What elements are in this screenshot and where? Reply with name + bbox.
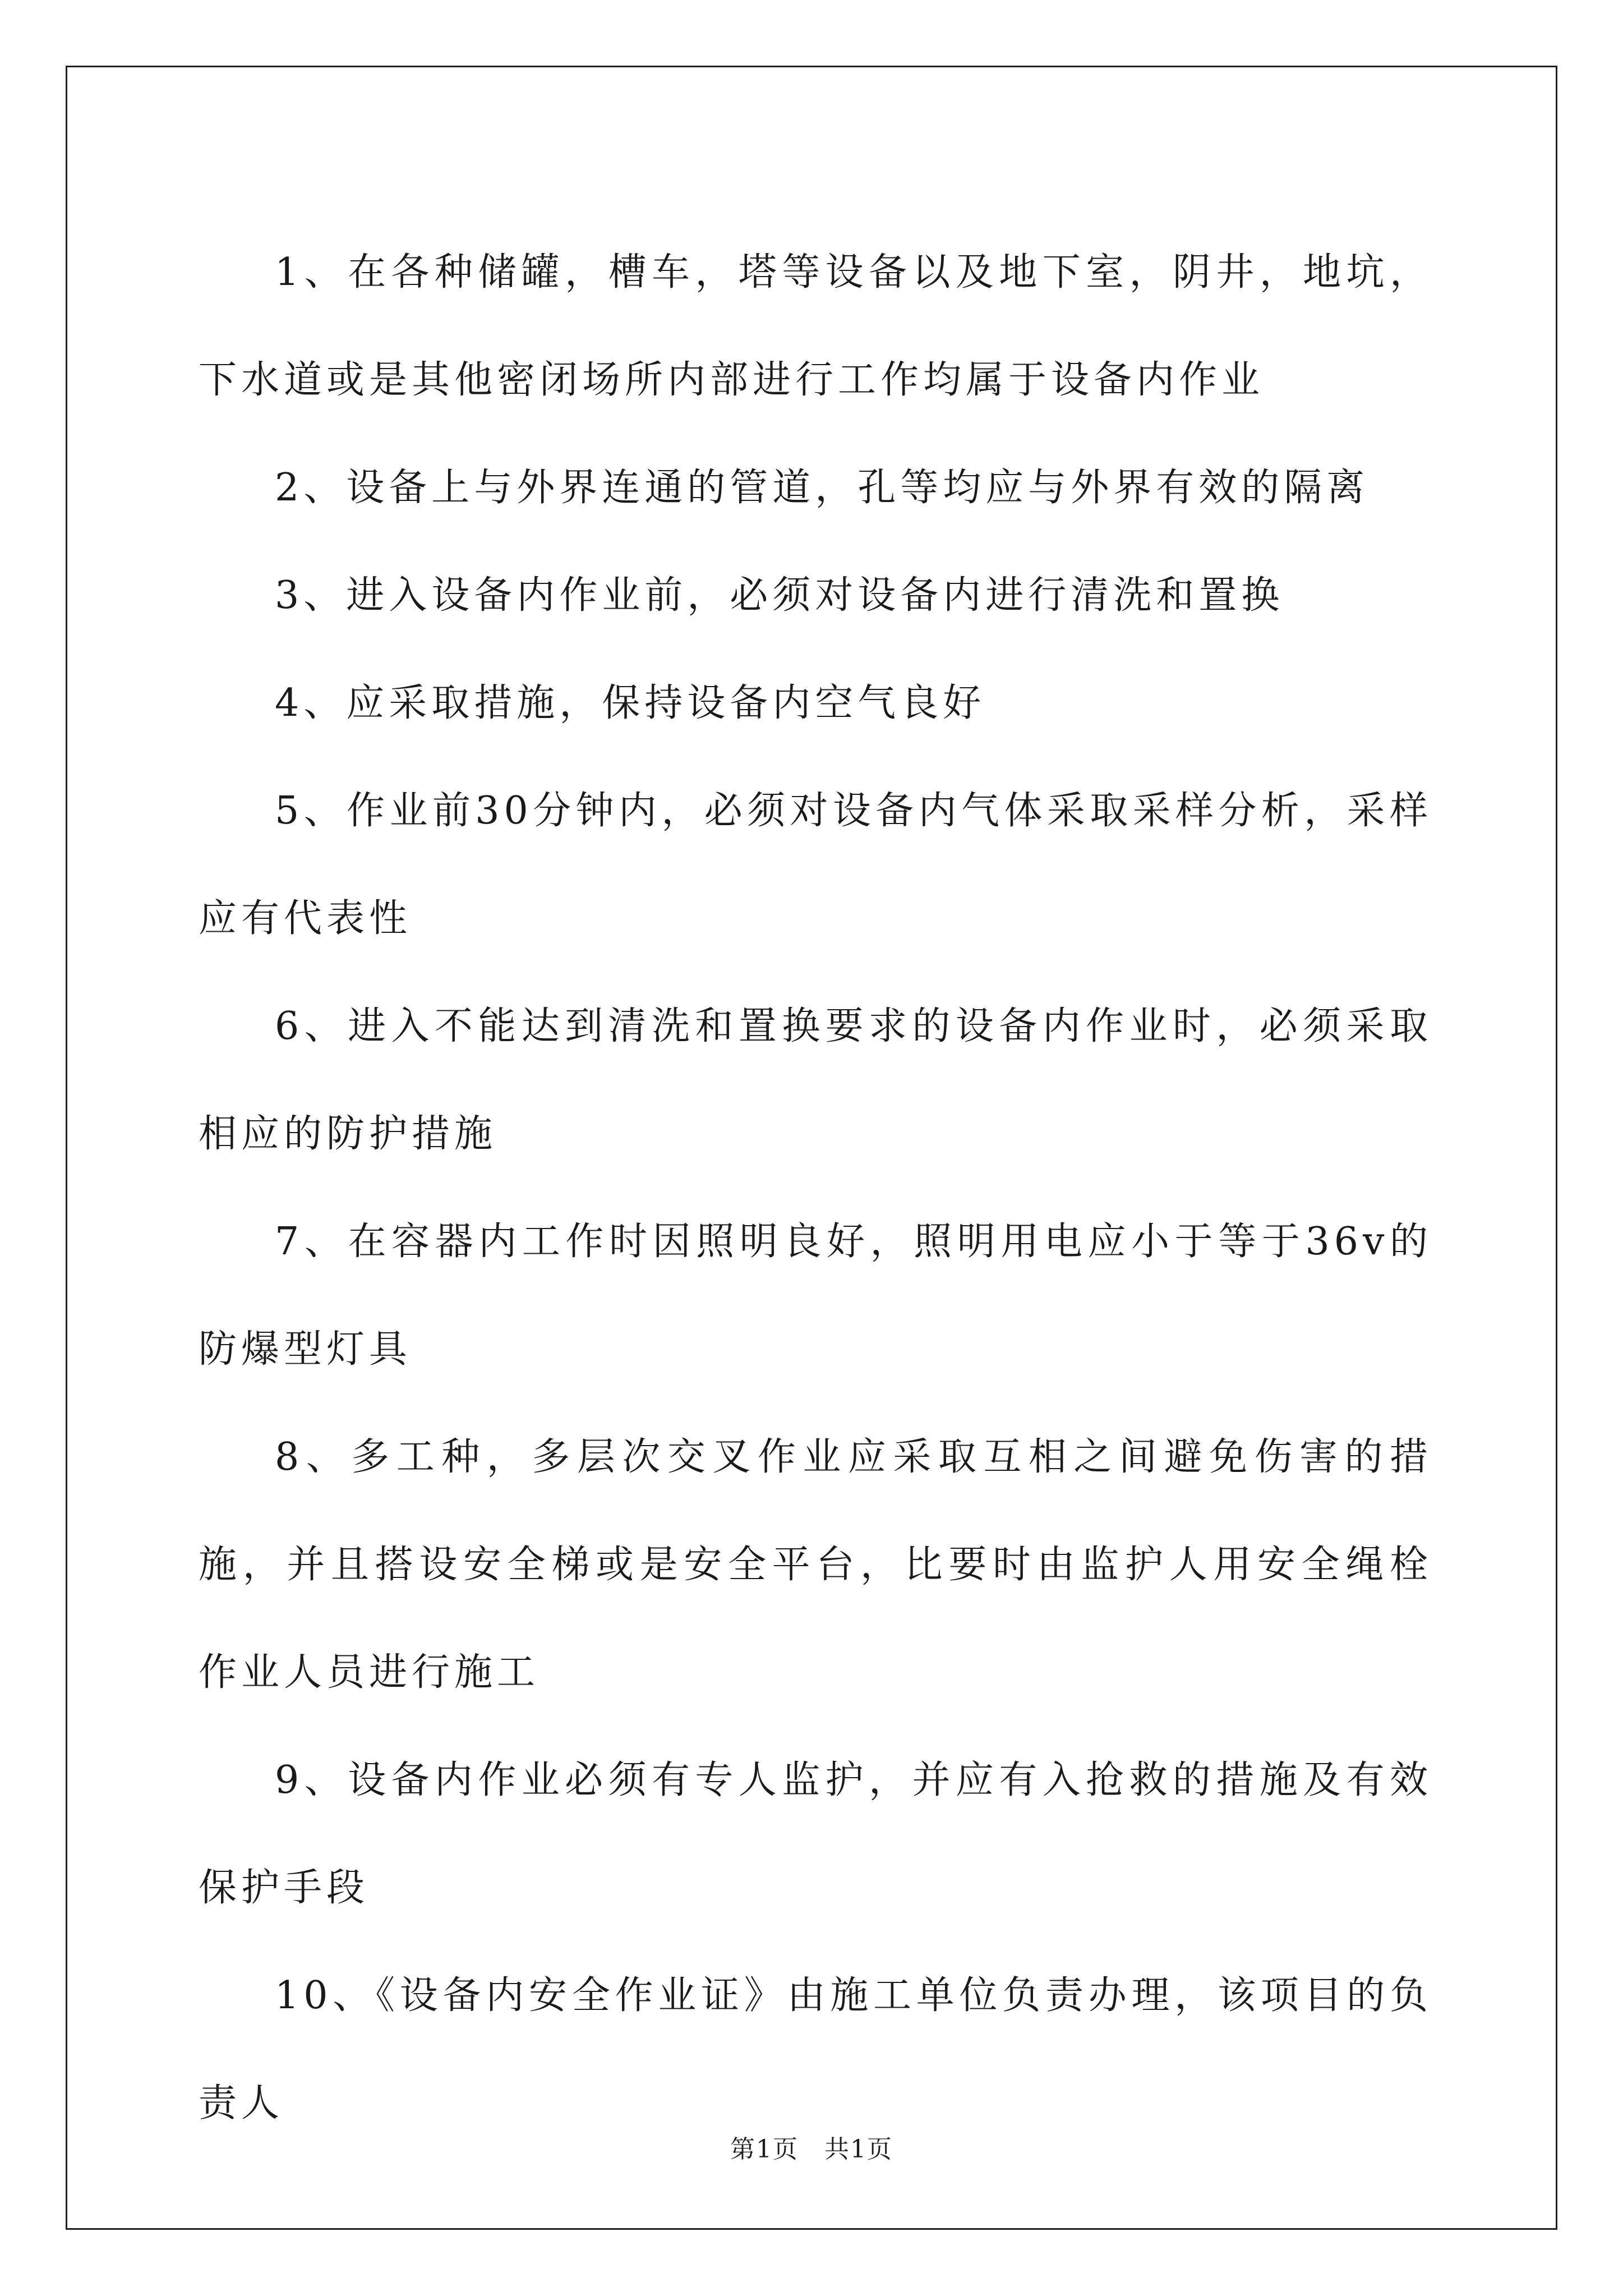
list-item: 1、在各种储罐，槽车，塔等设备以及地下室，阴井，地坑，下水道或是其他密闭场所内部进行工作均属于设备内作业 — [199, 250, 1432, 402]
list-item: 7、在容器内工作时因照明良好，照明用电应小于等于36v的防爆型灯具 — [199, 1220, 1432, 1372]
list-item: 6、进入不能达到清洗和置换要求的设备内作业时，必须采取相应的防护措施 — [199, 1004, 1432, 1156]
list-item: 4、应采取措施，保持设备内空气良好 — [275, 681, 986, 725]
list-item: 3、进入设备内作业前，必须对设备内进行清洗和置换 — [275, 573, 1284, 618]
list-item: 8、多工种，多层次交叉作业应采取互相之间避免伤害的措施，并且搭设安全梯或是安全平台，比要时由监护人用安全绳栓作业人员进行施工 — [199, 1435, 1432, 1695]
list-item: 5、作业前30分钟内，必须对设备内气体采取采样分析，采样应有代表性 — [199, 789, 1432, 941]
list-item: 9、设备内作业必须有专人监护，并应有入抢救的措施及有效保护手段 — [199, 1758, 1432, 1910]
page-footer: 第1页 共1页 — [730, 2135, 893, 2164]
list-item: 2、设备上与外界连通的管道，孔等均应与外界有效的隔离 — [275, 466, 1370, 510]
list-item: 10、《设备内安全作业证》由施工单位负责办理，该项目的负责人 — [199, 1973, 1432, 2125]
document-body — [199, 219, 1432, 2157]
